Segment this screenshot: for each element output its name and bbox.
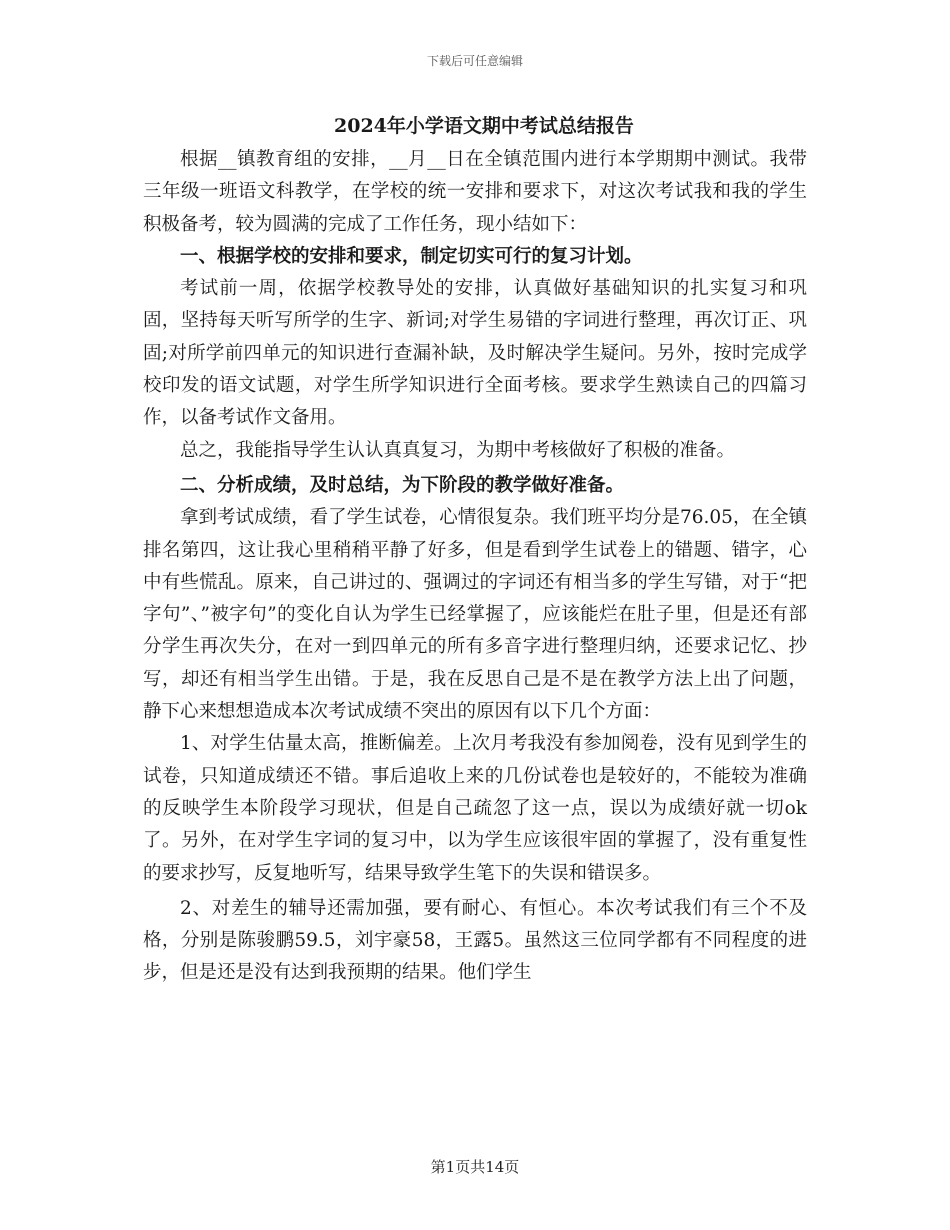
- page-footer: 第1页共14页: [430, 1158, 520, 1176]
- paragraph: 2、对差生的辅导还需加强，要有耐心、有恒心。本次考试我们有三个不及格，分别是陈骏鹏59.5，刘宇豪58，王露5。虽然这三位同学都有不同程度的进步，但是还是没有达到我预期的结果。他们学生: [143, 897, 807, 984]
- document-title: 2024年小学语文期中考试总结报告: [334, 115, 634, 137]
- paragraph: 考试前一周，依据学校教导处的安排，认真做好基础知识的扎实复习和巩固，坚持每天听写所学的生字、新词;对学生易错的字词进行整理，再次订正、巩固;对所学前四单元的知识进行查漏补缺，及时解决学生疑问。另外，按时完成学校印发的语文试题，对学生所学知识进行全面考核。要求学生熟读自己的四篇习作，以备考试作文备用。: [143, 278, 807, 429]
- paragraph: 总之，我能指导学生认认真真复习，为期中考核做好了积极的准备。: [180, 439, 736, 461]
- section-heading: 二、分析成绩，及时总结，为下阶段的教学做好准备。: [180, 474, 625, 496]
- paragraph-list: [143, 144, 807, 990]
- header-note: 下载后可任意编辑: [426, 54, 523, 68]
- document-body: [143, 108, 807, 990]
- paragraph: 拿到考试成绩，看了学生试卷，心情很复杂。我们班平均分是76.05，在全镇排名第四，这让我心里稍稍平静了好多，但是看到学生试卷上的错题、错字，心中有些慌乱。原来，自己讲过的、强调过的字词还有相当多的学生写错，对于“把字句”、”被字句”的变化自认为学生已经掌握了，应该能烂在肚子里，但是还有部分学生再次失分，在对一到四单元的所有多音字进行整理归纳，还要求记忆、抄写，却还有相当学生出错。于是，我在反思自己是不是在教学方法上出了问题，静下心来想想造成本次考试成绩不突出的原因有以下几个方面：: [143, 507, 807, 723]
- paragraph: 1、对学生估量太高，推断偏差。上次月考我没有参加阅卷，没有见到学生的试卷，只知道成绩还不错。事后追收上来的几份试卷也是较好的，不能较为准确的反映学生本阶段学习现状，但是自己疏忽了这一点，误以为成绩好就一切ok了。另外，在对学生字词的复习中，以为学生应该很牢固的掌握了，没有重复性的要求抄写，反复地听写，结果导致学生笔下的失误和错误多。: [143, 733, 807, 884]
- paragraph: 根据__镇教育组的安排，__月__日在全镇范围内进行本学期期中测试。我带三年级一班语文科教学，在学校的统一安排和要求下，对这次考试我和我的学生积极备考，较为圆满的完成了工作任务，现小结如下：: [143, 149, 807, 235]
- section-heading: 一、根据学校的安排和要求，制定切实可行的复习计划。: [180, 245, 643, 267]
